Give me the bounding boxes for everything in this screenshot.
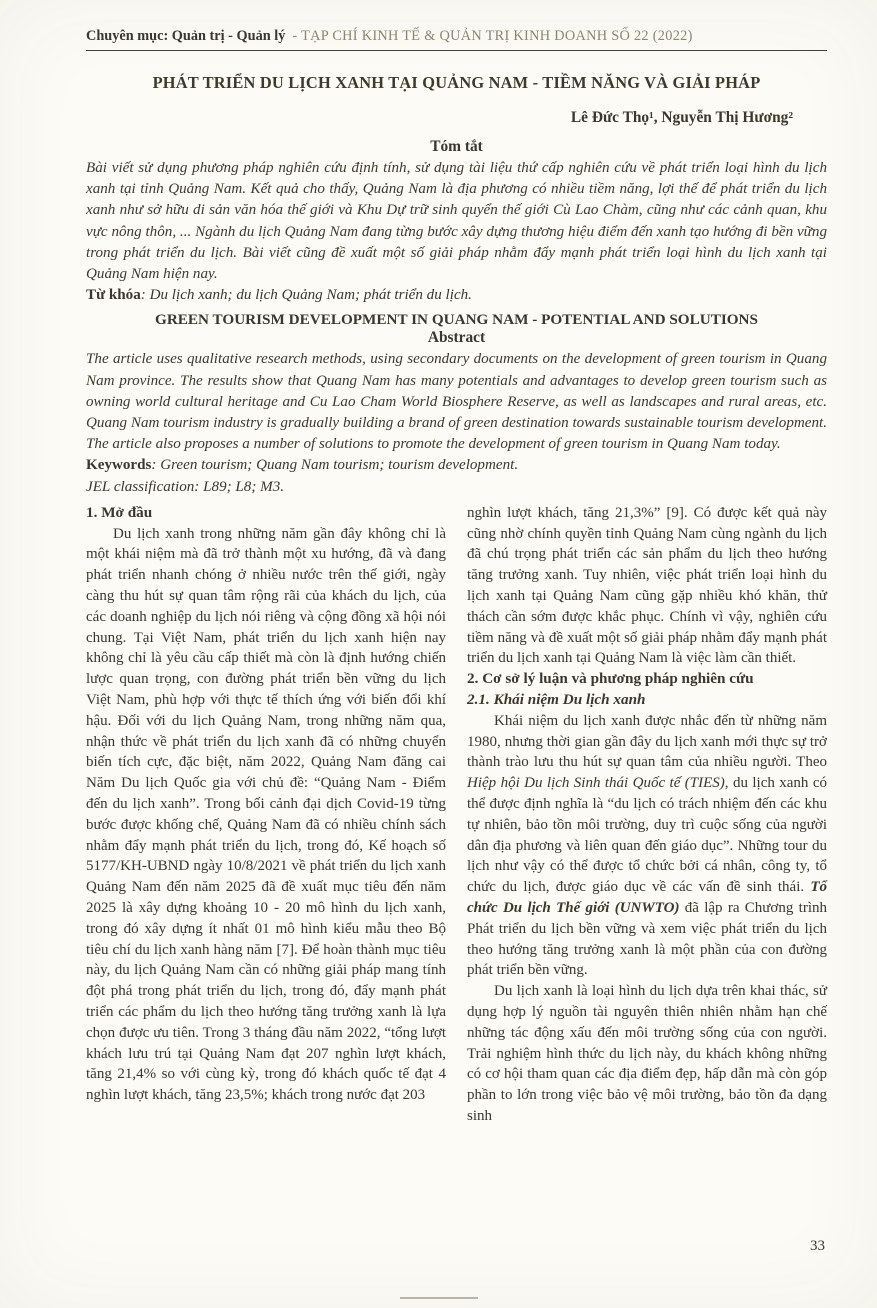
footnote-separator: [400, 1297, 478, 1299]
abstract-en-body: The article uses qualitative research methods, using secondary documents on the development of green tourism in Quang Nam province. The results show that Quang Nam has many potentials and advantages to develop green tourism such as owning world cultural heritage and Cu Lao Cham World Biosphere Reserve, as well as landscapes and rural areas, etc. Quang Nam tourism industry is gradually building a brand of green destination towards sustainable tourism development. The article also proposes a number of solutions to promote the development of green tourism in Quang Nam today.: [86, 351, 827, 453]
term-unwto: Tổ chức Du lịch Thế giới (UNWTO): [467, 879, 827, 916]
section-2-1-paragraph-2: Du lịch xanh là loại hình du lịch dựa trên khai thác, sử dụng hợp lý nguồn tài nguyên thiên nhiên nhằm hạn chế những tác động xấu đến môi trường sống của con người. Trải nghiệm hình thức du lịch này, du khách không những có cơ hội tham quan các địa điểm đẹp, hấp dẫn mà còn góp phần to lớn trong việc bảo vệ môi trường, bảo tồn đa dạng sinh: [467, 983, 827, 1124]
abstract-en-heading: Abstract: [427, 329, 486, 347]
section-1-heading: 1. Mở đầu: [86, 503, 153, 521]
header-section-label: Chuyên mục: Quản trị - Quản lý: [86, 28, 286, 44]
keywords-en-label: Keywords: [86, 457, 152, 474]
right-column: [467, 503, 827, 1127]
abstract-vi-heading: Tóm tắt: [430, 138, 483, 155]
keywords-vi-label: Từ khóa: [86, 287, 141, 304]
text-run: , du lịch xanh có thể được định nghĩa là “du lịch có trách nhiệm đến các khu tự nhiên, bảo tồn môi trường, duy trì cuộc sống của người dân địa phương và liên quan đến giáo dục”. Những tour du lịch như vậy có thể được tổ chức bởi cá nhân, công ty, tổ chức du lịch, được giáo dục về các vấn đề sinh thái.: [467, 775, 827, 896]
section-1-paragraph-continued: nghìn lượt khách, tăng 21,3%” [9]. Có được kết quả này cũng nhờ chính quyền tỉnh Quảng Nam cùng ngành du lịch đã chú trọng phát triển các sản phẩm du lịch theo hướng tăng trưởng xanh. Tuy nhiên, việc phát triển loại hình du lịch xanh tại Quảng Nam cũng gặp nhiều khó khăn, thử thách cần sớm được khắc phục. Chính vì vậy, nghiên cứu tiềm năng và đề xuất một số giải pháp nhằm đẩy mạnh phát triển du lịch xanh tại Quảng Nam là việc làm cần thiết.: [467, 504, 827, 667]
keywords-en-text: : Green tourism; Quang Nam tourism; tourism development.: [151, 457, 519, 474]
running-header: [86, 28, 827, 51]
text-run: đã lập ra Chương trình Phát triển du lịch bền vững và xem việc phát triển du lịch theo hướng tăng trưởng xanh là một phần của con đường phát triển bền vững.: [467, 899, 827, 979]
header-journal-label: - TẠP CHÍ KINH TẾ & QUẢN TRỊ KINH DOANH SỐ 22 (2022): [292, 28, 693, 44]
body-columns: [86, 503, 827, 1127]
article-title: PHÁT TRIỂN DU LỊCH XANH TẠI QUẢNG NAM - TIỀM NĂNG VÀ GIẢI PHÁP: [152, 73, 761, 92]
section-2-heading: 2. Cơ sở lý luận và phương pháp nghiên cứu: [467, 670, 754, 688]
keywords-vi-line: [86, 285, 827, 306]
keywords-vi-text: : Du lịch xanh; du lịch Quảng Nam; phát triển du lịch.: [140, 287, 472, 304]
left-column: [86, 503, 446, 1127]
text-run: Khái niệm du lịch xanh được nhắc đến từ những năm 1980, nhưng thời gian gần đây du lịch xanh mới thực sự trở thành trào lưu thu hút sự quan tâm của nhiều người. Theo: [467, 712, 827, 771]
section-2-1-paragraph-1: [467, 711, 827, 981]
term-ties: Hiệp hội Du lịch Sinh thái Quốc tế (TIES): [467, 775, 725, 792]
article-title-en: GREEN TOURISM DEVELOPMENT IN QUANG NAM - POTENTIAL AND SOLUTIONS: [155, 311, 758, 329]
jel-classification-line: JEL classification: L89; L8; M3.: [86, 478, 285, 495]
abstract-vi-body: Bài viết sử dụng phương pháp nghiên cứu định tính, sử dụng tài liệu thứ cấp nghiên cứu về phát triển loại hình du lịch xanh tại tỉnh Quảng Nam. Kết quả cho thấy, Quảng Nam là địa phương có nhiều tiềm năng, lợi thế để phát triển du lịch xanh như sở hữu di sản văn hóa thế giới và Khu Dự trữ sinh quyển thế giới Cù Lao Chàm, cũng như các cảnh quan, khu vực nông thôn, ... Ngành du lịch Quảng Nam đang từng bước xây dựng thương hiệu điểm đến xanh tạo hướng đi bền vững trong phát triển du lịch. Bài viết cũng đề xuất một số giải pháp nhằm đẩy mạnh phát triển loại hình du lịch xanh tại Quảng Nam hiện nay.: [86, 160, 827, 283]
page-number: 33: [810, 1238, 825, 1254]
authors-line: Lê Đức Thọ¹, Nguyễn Thị Hương²: [570, 109, 793, 126]
keywords-en-line: [86, 455, 827, 476]
section-1-paragraph: Du lịch xanh trong những năm gần đây không chỉ là một khái niệm mà đã trở thành một xu hướng, đã và đang phát triển nhanh chóng ở nhiều nước trên thế giới, ngày càng thu hút sự quan tâm rộng rãi của khách du lịch, của các doanh nghiệp du lịch nói riêng và cộng đồng xã hội nói chung. Tại Việt Nam, phát triển du lịch xanh hiện nay không chỉ là yêu cầu cấp thiết mà còn là định hướng chiến lược quan trọng, con đường phát triển bền vững du lịch Việt Nam, phù hợp với thực tế thích ứng với biến đổi khí hậu. Đối với du lịch Quảng Nam, trong những năm qua, nhận thức về phát triển du lịch xanh đã có những chuyển biến tích cực, đặc biệt, năm 2022, Quảng Nam đăng cai Năm Du lịch Quốc gia với chủ đề: “Quảng Nam - Điểm đến du lịch xanh”. Trong bối cảnh đại dịch Covid-19 từng bước được khống chế, Quảng Nam đã có nhiều chính sách nhằm đẩy mạnh phát triển du lịch, trong đó, Kế hoạch số 5177/KH-UBND ngày 10/8/2021 về phát triển du lịch xanh Quảng Nam đến năm 2025 đã đề xuất mục tiêu đến năm 2025 là xây dựng khoảng 10 - 20 mô hình du lịch xanh, trong đó xây dựng ít nhất 01 mô hình kiểu mẫu theo Bộ tiêu chí du lịch xanh hàng năm [7]. Để hoàn thành mục tiêu này, du lịch Quảng Nam cần có những giải pháp mang tính đột phá trong phát triển du lịch, trong đó, đẩy mạnh phát triển các phẩm du lịch theo hướng tăng trưởng xanh là lựa chọn được ưu tiên. Trong 3 tháng đầu năm 2022, “tổng lượt khách lưu trú tại Quảng Nam đạt 207 nghìn lượt khách, tăng 21,4% so với cùng kỳ, trong đó khách quốc tế đạt 4 nghìn lượt khách, tăng 23,5%; khách trong nước đạt 203: [86, 525, 446, 1104]
section-2-1-heading: 2.1. Khái niệm Du lịch xanh: [467, 691, 646, 709]
